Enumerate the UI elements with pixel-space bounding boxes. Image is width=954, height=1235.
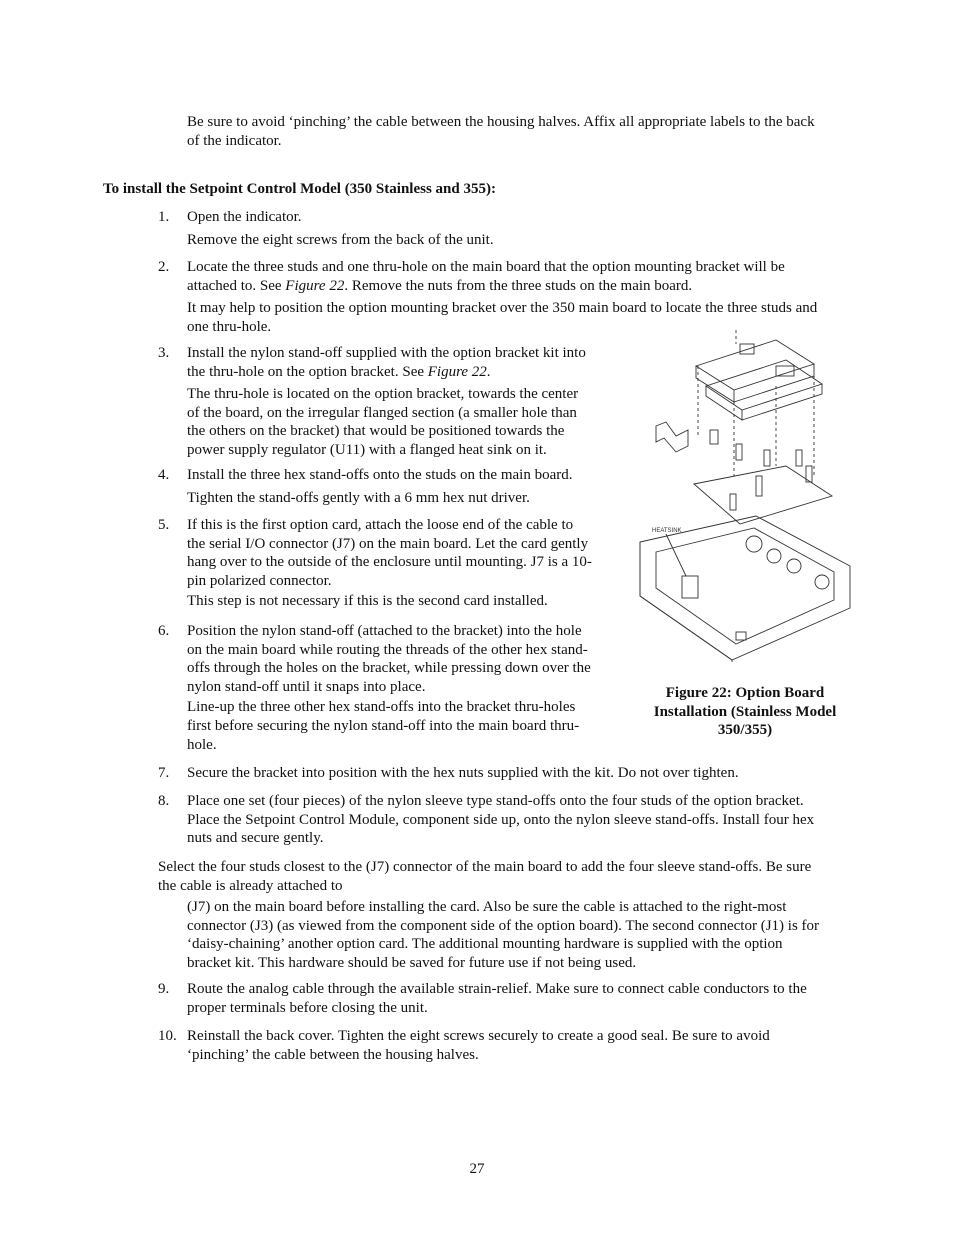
para-line: Select the four studs closest to the (J7) connector of the main board to add the four sleeve stand-offs. Be sure [158, 859, 812, 875]
step-sub: of the board, on the irregular flanged section (a smaller hole than [187, 404, 577, 421]
step-number: 1. [158, 209, 170, 225]
step-line: on the main board while routing the threads of the other hex stand- [187, 641, 588, 658]
step-sub: This step is not necessary if this is the second card installed. [187, 593, 548, 610]
step-sub: one thru-hole. [187, 318, 272, 335]
para-line: the cable is already attached to [158, 877, 343, 894]
step-number: 2. [158, 259, 170, 275]
step-line: Route the analog cable through the available strain-relief. Make sure to connect cable conductors to the [187, 981, 807, 997]
para-line: bracket kit. This hardware should be saved for future use if not being used. [187, 954, 637, 971]
step-line: Place one set (four pieces) of the nylon sleeve type stand-offs onto the four studs of the option bracket. [187, 793, 804, 809]
step-line-part: . [486, 363, 491, 380]
step-sub: the others on the bracket) that would be positioned towards the [187, 423, 565, 440]
step-line: hang over to the outside of the enclosure until mounting. J7 is a 10- [187, 554, 592, 571]
step-text [187, 516, 592, 611]
caption-line: Figure 22: Option Board [665, 685, 825, 701]
step-line-part: attached to. See [187, 277, 286, 294]
intro-paragraph [187, 113, 815, 150]
step-line: nylon stand-off until it snaps into place. [187, 678, 426, 695]
step-text [187, 1027, 770, 1064]
step-line-part: the thru-hole on the option bracket. See [187, 363, 428, 380]
step-line: proper terminals before closing the unit. [187, 999, 428, 1016]
step-line: offs through the holes on the bracket, while pressing down over the [187, 660, 591, 677]
step-line: nuts and secure gently. [187, 830, 324, 847]
step-text [187, 208, 494, 249]
step-line: Locate the three studs and one thru-hole on the main board that the option mounting bracket will be [187, 259, 785, 275]
step-number: 9. [158, 981, 170, 997]
select-paragraph [158, 858, 811, 895]
step-number: 3. [158, 345, 170, 361]
ribbon-cable [656, 422, 688, 452]
step-sub: The thru-hole is located on the option bracket, towards the center [187, 386, 579, 403]
step-text [187, 980, 807, 1017]
step-sub: hole. [187, 736, 217, 753]
step-line: pin polarized connector. [187, 572, 332, 589]
step-line: Install the nylon stand-off supplied with the option bracket kit into [187, 345, 586, 361]
step-number: 7. [158, 765, 170, 781]
option-board-installation-figure [636, 326, 856, 682]
caption-line: 350/355) [717, 722, 773, 739]
option-board-top [696, 340, 814, 390]
step-text [187, 258, 817, 336]
step-number: 8. [158, 793, 170, 809]
step-text [187, 466, 572, 507]
step-line: Place the Setpoint Control Module, component side up, onto the nylon sleeve stand-offs. Install four hex [187, 811, 815, 828]
step-text [187, 622, 591, 754]
step-line: the serial I/O connector (J7) on the main board. Let the card gently [187, 535, 589, 552]
step-sub: Remove the eight screws from the back of the unit. [187, 231, 494, 248]
page-number: 27 [469, 1161, 485, 1177]
select-paragraph-continued [187, 898, 819, 972]
step-sub: first before securing the nylon stand-off into the main board thru- [187, 717, 580, 734]
heatsink-label: HEATSINK [652, 528, 682, 534]
step-sub: Line-up the three other hex stand-offs into the bracket thru-holes [187, 699, 576, 716]
para-line: (J7) on the main board before installing the card. Also be sure the cable is attached to the right-most [187, 899, 787, 915]
step-text [187, 792, 814, 848]
step-text [187, 344, 586, 460]
strain-relief [746, 536, 762, 552]
step-line [187, 363, 586, 382]
option-bracket [694, 466, 832, 524]
step-line: Install the three hex stand-offs onto the studs on the main board. [187, 467, 573, 483]
figure-caption [640, 684, 850, 740]
step-line-part: . Remove the nuts from the three studs on the main board. [344, 277, 693, 294]
intro-line: Be sure to avoid ‘pinching’ the cable between the housing halves. Affix all appropriate labels to the back [187, 114, 815, 130]
step-line: Open the indicator. [187, 209, 302, 225]
figure-ref[interactable]: Figure 22 [427, 363, 487, 380]
step-line: Position the nylon stand-off (attached to the bracket) into the hole [187, 623, 582, 639]
step-sub: power supply regulator (U11) with a flanged heat sink on it. [187, 441, 547, 458]
caption-line: Installation (Stainless Model [653, 703, 837, 720]
step-line: ‘pinching’ the cable between the housing halves. [187, 1046, 479, 1063]
step-line: If this is the first option card, attach the loose end of the cable to [187, 517, 574, 533]
step-line [187, 277, 817, 296]
step-line: Reinstall the back cover. Tighten the eight screws securely to create a good seal. Be sure to avoid [187, 1028, 770, 1044]
figure-ref[interactable]: Figure 22 [285, 277, 345, 294]
step-text [187, 764, 739, 783]
step-number: 6. [158, 623, 170, 639]
para-line: ‘daisy-chaining’ another option card. The additional mounting hardware is supplied with the option [187, 936, 783, 953]
step-line: Secure the bracket into position with the hex nuts supplied with the kit. Do not over tighten. [187, 765, 739, 781]
step-number: 4. [158, 467, 170, 483]
heatsink [682, 576, 698, 598]
intro-line: of the indicator. [187, 132, 282, 149]
step-sub: It may help to position the option mounting bracket over the 350 main board to locate the three studs and [187, 300, 818, 317]
step-sub: Tighten the stand-offs gently with a 6 mm hex nut driver. [187, 489, 530, 506]
step-number: 5. [158, 517, 170, 533]
section-heading: To install the Setpoint Control Model (350 Stainless and 355): [103, 181, 496, 197]
para-line: connector (J3) (as viewed from the component side of the option board). The second connector (J1) is for [187, 917, 820, 934]
step-number: 10. [158, 1028, 177, 1044]
